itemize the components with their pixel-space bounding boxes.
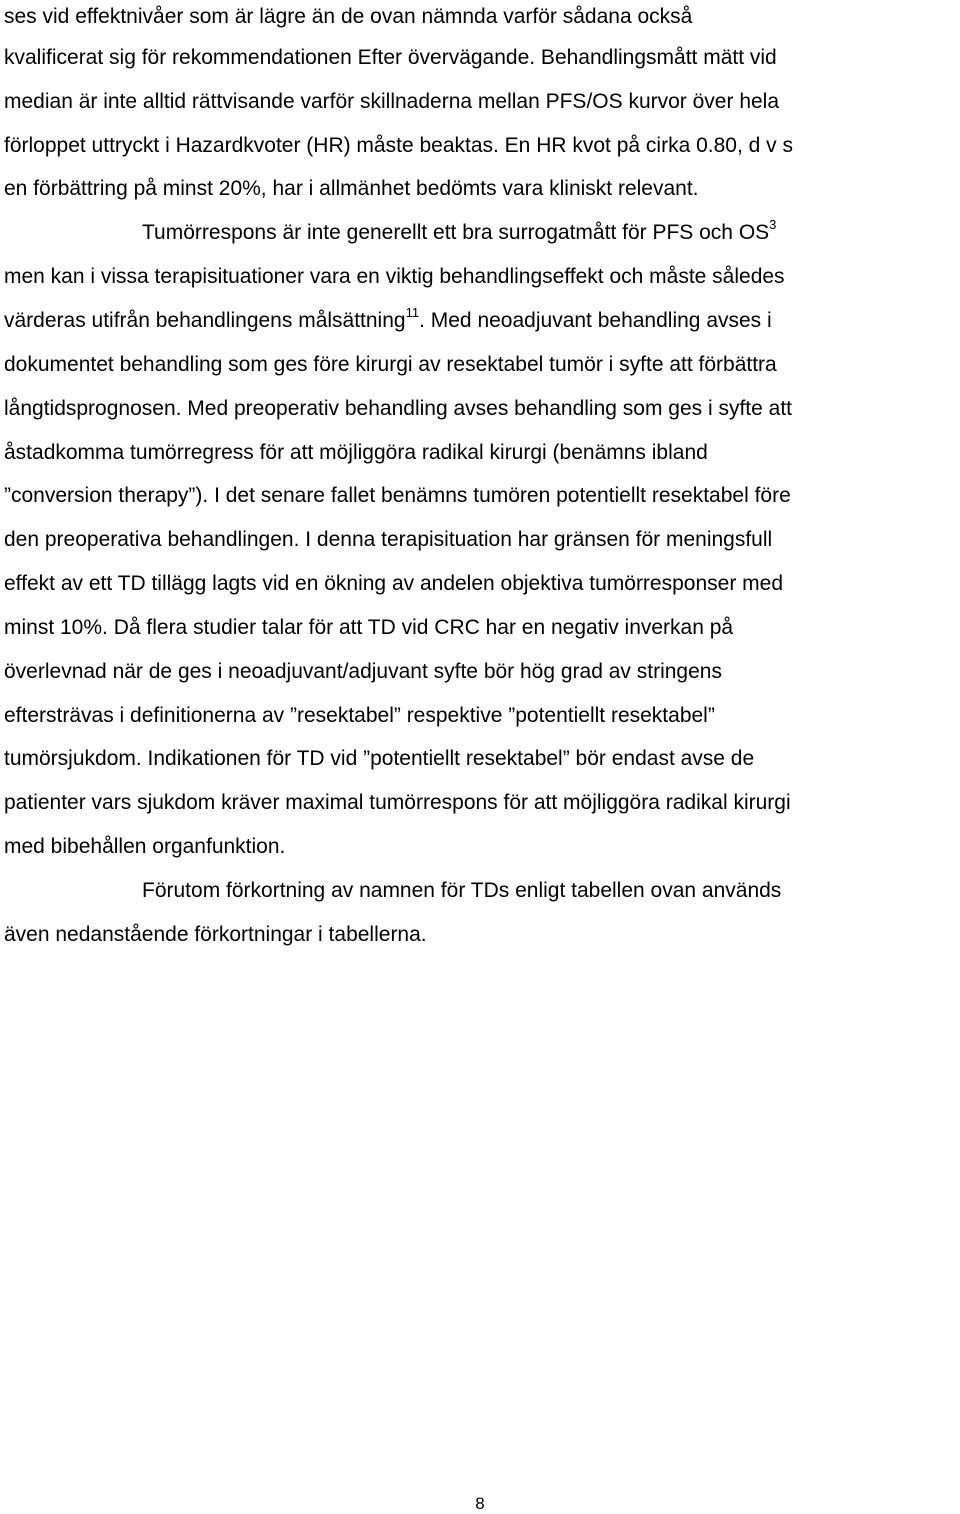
paragraph-1-line-4: förloppet uttryckt i Hazardkvoter (HR) måste beaktas. En HR kvot på cirka 0.80, d v s [4,134,793,157]
paragraph-1-line-2: kvalificerat sig för rekommendationen Efter övervägande. Behandlingsmått mätt vid [4,46,777,69]
paragraph-2-line-14: patienter vars sjukdom kräver maximal tumörrespons för att möjliggöra radikal kirurgi [4,791,791,814]
paragraph-2-line-8: den preoperativa behandlingen. I denna terapisituation har gränsen för meningsfull [4,528,773,551]
paragraph-3-line-2: även nedanstående förkortningar i tabellerna. [4,923,427,946]
paragraph-2-line-10: minst 10%. Då flera studier talar för att TD vid CRC har en negativ inverkan på [4,616,734,639]
paragraph-2-line-11: överlevnad när de ges i neoadjuvant/adjuvant syfte bör hög grad av stringens [4,660,722,683]
paragraph-2-line-13: tumörsjukdom. Indikationen för TD vid ”potentiellt resektabel” bör endast avse de [4,747,755,770]
paragraph-2-line-1-text: Tumörrespons är inte generellt ett bra surrogatmått för PFS och OS [142,221,770,244]
paragraph-1-line-3: median är inte alltid rättvisande varför skillnaderna mellan PFS/OS kurvor över hela [4,90,780,113]
paragraph-2-line-2: men kan i vissa terapisituationer vara en viktig behandlingseffekt och måste således [4,265,785,288]
paragraph-2-line-4: dokumentet behandling som ges före kirurgi av resektabel tumör i syfte att förbättra [4,353,777,376]
reference-superscript: 3 [769,217,777,232]
paragraph-2-line-3-continuation: . Med neoadjuvant behandling avses i [419,309,772,332]
page-number: 8 [475,1494,485,1513]
paragraph-1-line-5: en förbättring på minst 20%, har i allmänhet bedömts vara kliniskt relevant. [4,177,699,200]
paragraph-1-line-1: ses vid effektnivåer som är lägre än de ovan nämnda varför sådana också [4,5,693,28]
paragraph-2-line-9: effekt av ett TD tillägg lagts vid en ökning av andelen objektiva tumörresponser med [4,572,783,595]
reference-superscript: 11 [405,305,420,320]
paragraph-2-line-15: med bibehållen organfunktion. [4,835,286,858]
paragraph-2-line-3-text: värderas utifrån behandlingens målsättning [4,309,406,332]
paragraph-2-line-7: ”conversion therapy”). I det senare fallet benämns tumören potentiellt resektabel före [4,484,791,507]
paragraph-3-line-1: Förutom förkortning av namnen för TDs enligt tabellen ovan används [142,879,782,902]
paragraph-2-line-1 [142,217,777,246]
paragraph-2-line-3 [4,305,772,334]
paragraph-2-line-5: långtidsprognosen. Med preoperativ behandling avses behandling som ges i syfte att [4,397,793,420]
paragraph-2-line-6: åstadkomma tumörregress för att möjliggöra radikal kirurgi (benämns ibland [4,441,708,464]
paragraph-2-line-12: eftersträvas i definitionerna av ”resektabel” respektive ”potentiellt resektabel” [4,704,715,727]
